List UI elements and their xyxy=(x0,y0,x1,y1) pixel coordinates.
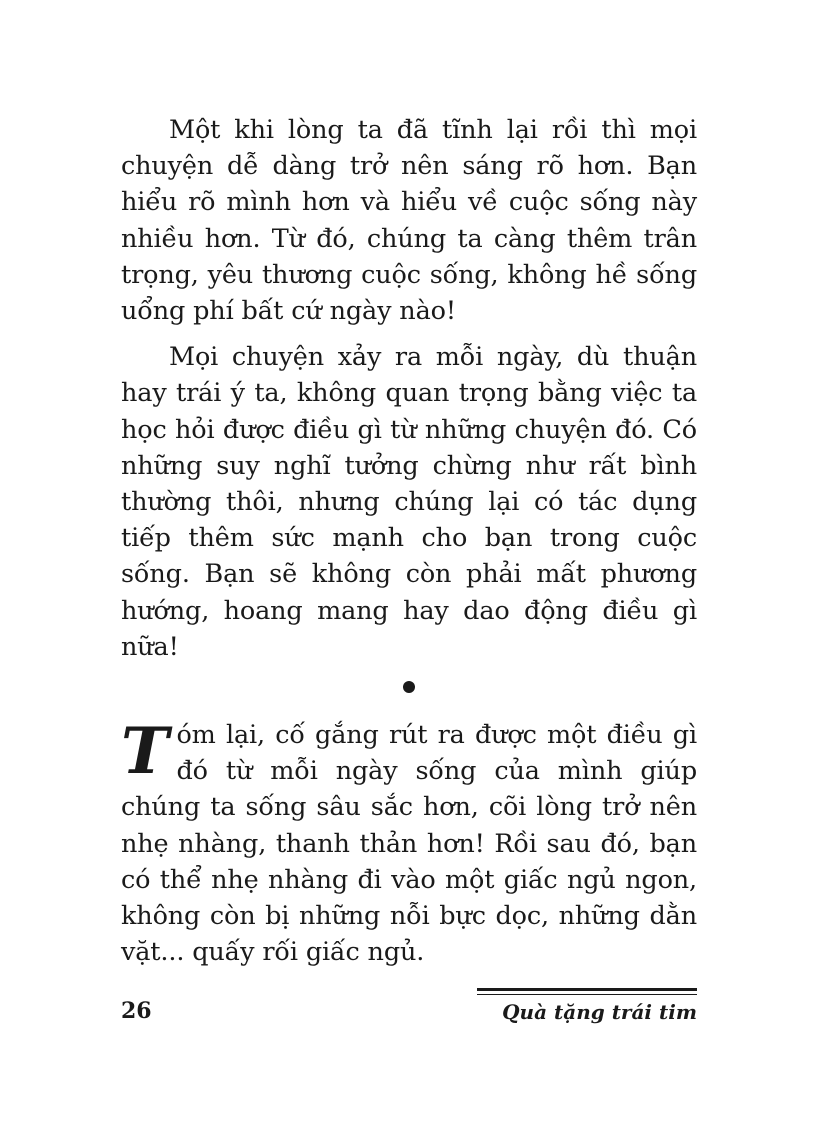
paragraph-2: Mọi chuyện xảy ra mỗi ngày, dù thuận hay trái ý ta, không quan trọng bằng việc ta học hỏi được điều gì từ những chuyện đó. Có những suy nghĩ tưởng chừng như rất bình thường thôi, nhưng chúng lại có tác dụng tiếp thêm sức mạnh cho bạn trong cuộc sống. Bạn sẽ không còn phải mất phương hướng, hoang mang hay dao động điều gì nữa! xyxy=(121,342,697,662)
drop-cap-letter: T xyxy=(121,714,169,790)
book-title: Quà tặng trái tim xyxy=(502,1000,697,1024)
section-separator xyxy=(121,675,697,695)
footer-rule xyxy=(477,988,697,995)
paragraph-1: Một khi lòng ta đã tĩnh lại rồi thì mọi chuyện dễ dàng trở nên sáng rõ hơn. Bạn hiểu rõ mình hơn và hiểu về cuộc sống này nhiều hơn. Từ đó, chúng ta càng thêm trân trọng, yêu thương cuộc sống, không hề sống uổng phí bất cứ ngày nào! xyxy=(121,115,697,327)
bullet-dot-icon xyxy=(403,681,415,693)
page-footer xyxy=(121,988,697,1028)
page-number: 26 xyxy=(121,998,152,1024)
footer-rule-thin xyxy=(477,994,697,995)
closing-paragraph xyxy=(121,714,697,970)
closing-paragraph-text: óm lại, cố gắng rút ra được một điều gì đó từ mỗi ngày sống của mình giúp chúng ta sống sâu sắc hơn, cõi lòng trở nên nhẹ nhàng, thanh thản hơn! Rồi sau đó, bạn có thể nhẹ nhàng đi vào một giấc ngủ ngon, không còn bị những nỗi bực dọc, những dằn vặt... quấy rối giấc ngủ. xyxy=(121,720,697,968)
footer-rule-thick xyxy=(477,988,697,991)
page-body xyxy=(121,112,697,980)
